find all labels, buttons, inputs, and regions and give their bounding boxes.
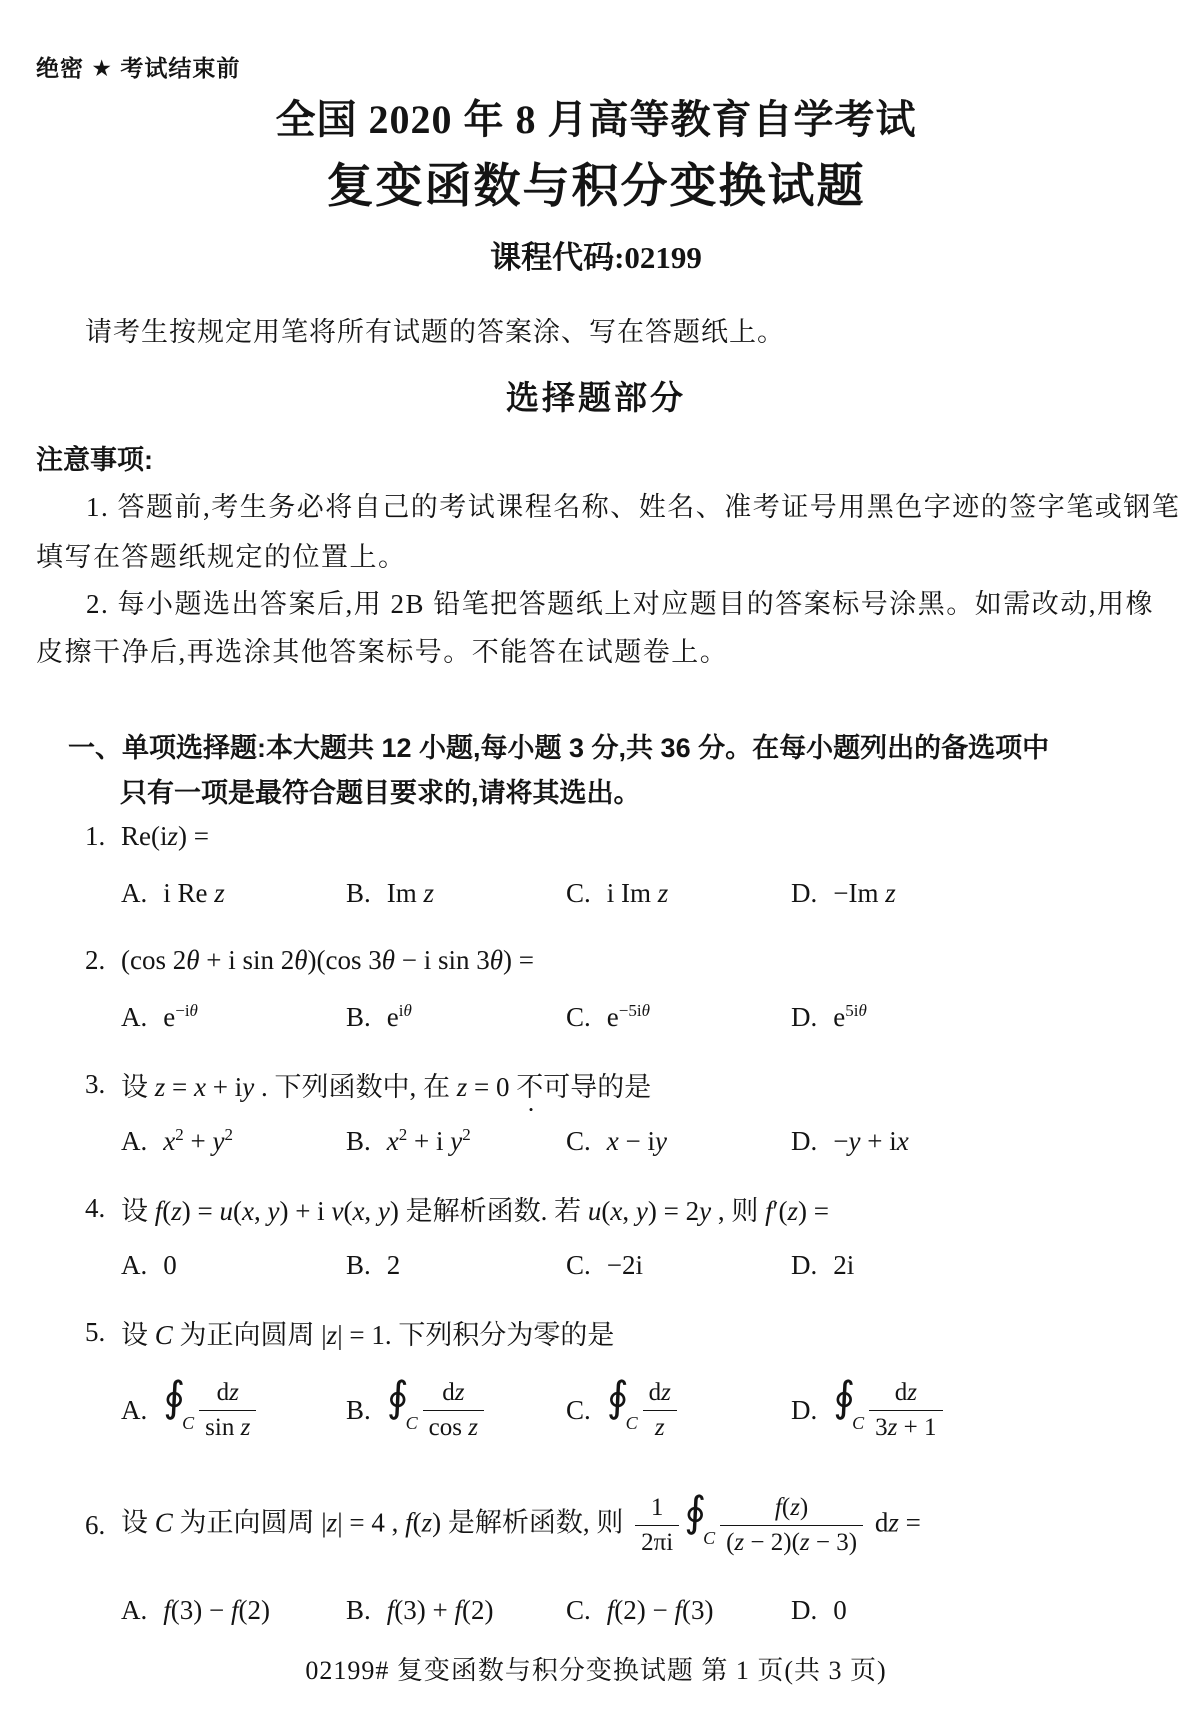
- question-options: [121, 1360, 1156, 1460]
- option: [791, 878, 1156, 909]
- note-2-line-2: 皮擦干净后,再选涂其他答案标号。不能答在试题卷上。: [36, 637, 729, 667]
- question: [36, 1304, 1156, 1460]
- option-body: f(3) + f(2): [386, 1594, 494, 1625]
- exam-subject-title: 复变函数与积分变换试题: [326, 159, 866, 212]
- option: [566, 1002, 791, 1033]
- exam-title: 全国 2020 年 8 月高等教育自学考试: [275, 97, 917, 142]
- option-body: x − iy: [606, 1125, 667, 1156]
- option-label: D.: [791, 1001, 818, 1032]
- question-stem-row: [36, 1180, 1156, 1236]
- option-label: A.: [121, 1125, 148, 1156]
- option: [566, 1372, 791, 1443]
- question-number: 2.: [85, 944, 106, 975]
- note-item-1: [36, 482, 1181, 582]
- option-label: D.: [791, 1125, 818, 1156]
- option: [121, 1002, 346, 1033]
- option-label: B.: [346, 1125, 371, 1156]
- option: [121, 1372, 346, 1443]
- option-label: D.: [791, 877, 818, 908]
- option: [791, 1126, 1156, 1157]
- course-code: 课程代码:02199: [490, 240, 702, 275]
- option-label: B.: [346, 1394, 371, 1425]
- option-label: C.: [566, 1125, 591, 1156]
- option-label: A.: [121, 1249, 148, 1280]
- option-label: A.: [121, 1001, 148, 1032]
- option-label: A.: [121, 1394, 148, 1425]
- question-number: 5.: [85, 1316, 106, 1347]
- option: [346, 1372, 566, 1443]
- question-stem: Re(iz) =: [121, 820, 209, 851]
- option: [121, 1250, 346, 1281]
- question-stem: 设 C 为正向圆周 |z| = 4 , f(z) 是解析函数, 则 $\frac{1}{2\pi i}$ $∮_C$ $\frac{f(z)}{(z - 2)(z - 3)}$ dz =: [121, 1487, 921, 1556]
- option-label: C.: [566, 1001, 591, 1032]
- option-body: $∮_C$ $\frac{dz}{\text{sin z}}$: [163, 1378, 261, 1443]
- option-label: C.: [566, 877, 591, 908]
- option-body: $x^2 + i$ $y^2$: [386, 1124, 471, 1156]
- note-1-line-1: 1. 答题前,考生务必将自己的考试课程名称、姓名、准考证号用黑色字迹的签字笔或钢笔: [86, 492, 1181, 522]
- option-label: B.: [346, 877, 371, 908]
- question-options: [121, 864, 1156, 922]
- option-body: 2i: [833, 1249, 855, 1280]
- question-options: [121, 1112, 1156, 1170]
- option: [346, 1250, 566, 1281]
- option-body: i Im z: [606, 877, 669, 908]
- option-label: C.: [566, 1594, 591, 1625]
- option-label: D.: [791, 1394, 818, 1425]
- question-options: [121, 988, 1156, 1046]
- question-number: 1.: [85, 820, 106, 851]
- option-body: 0: [163, 1249, 177, 1280]
- question-stem-row: [36, 1056, 1156, 1112]
- option-label: A.: [121, 877, 148, 908]
- option: [791, 1372, 1156, 1443]
- part-one-heading-line-1: 一、单项选择题:本大题共 12 小题,每小题 3 分,共 36 分。在每小题列出的备选项中: [68, 733, 1050, 763]
- option: [791, 1002, 1156, 1033]
- option-body: $e^{-5i\theta}$: [606, 1000, 650, 1032]
- question-number: 4.: [85, 1192, 106, 1223]
- part-one-heading-line-2: 只有一项是最符合题目要求的,请将其选出。: [120, 778, 641, 808]
- question-stem: (cos 2θ + i sin 2θ)(cos 3θ − i sin 3θ) =: [121, 944, 534, 975]
- option: [121, 1126, 346, 1157]
- answer-sheet-instruction: 请考生按规定用笔将所有试题的答案涂、写在答题纸上。: [85, 317, 785, 347]
- question-number: 6.: [85, 1509, 106, 1540]
- question-stem-row: [36, 808, 1156, 864]
- option-label: A.: [121, 1594, 148, 1625]
- question: [36, 1180, 1156, 1294]
- option: [346, 1002, 566, 1033]
- option-label: C.: [566, 1249, 591, 1280]
- option-body: $e^{5i\theta}$: [833, 1000, 867, 1032]
- page-footer: 02199# 复变函数与积分变换试题 第 1 页(共 3 页): [305, 1656, 887, 1685]
- option-body: 2: [386, 1249, 401, 1280]
- note-1-line-2: 填写在答题纸规定的位置上。: [36, 542, 407, 572]
- option: [346, 1595, 566, 1626]
- option-body: −2i: [606, 1249, 643, 1280]
- option-body: $e^{i\theta}$: [386, 1000, 412, 1032]
- part-one-heading: [68, 726, 1152, 816]
- question-stem: 设 z = x + iy . 下列函数中, 在 z = 0 不可导的是: [121, 1071, 652, 1102]
- option-body: Im z: [386, 877, 435, 908]
- option-label: B.: [346, 1594, 371, 1625]
- question: [36, 1470, 1156, 1640]
- option-body: f(3) − f(2): [163, 1594, 270, 1625]
- option-label: B.: [346, 1249, 371, 1280]
- option-body: $∮_C$ $\frac{dz}{\text{cos z}}$: [387, 1378, 489, 1443]
- security-classification-label: 绝密 ★ 考试结束前: [36, 55, 241, 81]
- option: [566, 878, 791, 909]
- option-label: B.: [346, 1001, 371, 1032]
- option-body: $∮_C$ $\frac{dz}{3z + 1}$: [833, 1378, 947, 1443]
- question-stem: 设 C 为正向圆周 |z| = 1. 下列积分为零的是: [121, 1319, 615, 1350]
- option: [346, 878, 566, 909]
- option: [121, 1595, 346, 1626]
- option: [566, 1595, 791, 1626]
- option-body: $∮_C$ $\frac{dz}{z}$: [607, 1378, 682, 1443]
- note-item-2: [36, 580, 1158, 676]
- option-label: D.: [791, 1594, 818, 1625]
- option-body: $x^2 + y^2$: [163, 1124, 233, 1156]
- option-body: i Re z: [163, 877, 225, 908]
- question: [36, 932, 1156, 1046]
- question-stem: 设 f(z) = u(x, y) + i v(x, y) 是解析函数. 若 u(x, y) = 2y , 则 f′(z) =: [121, 1195, 829, 1226]
- option-body: 0: [833, 1594, 847, 1625]
- question: [36, 808, 1156, 922]
- question-options: [121, 1236, 1156, 1294]
- option-body: −y + ix: [833, 1125, 909, 1156]
- option: [121, 878, 346, 909]
- notes-title: 注意事项:: [36, 445, 153, 475]
- question: [36, 1056, 1156, 1170]
- question-stem-row: [36, 1470, 1156, 1580]
- section-title: 选择题部分: [506, 379, 686, 416]
- question-options: [121, 1580, 1156, 1640]
- option-label: C.: [566, 1394, 591, 1425]
- option: [566, 1250, 791, 1281]
- option: [346, 1126, 566, 1157]
- note-2-line-1: 2. 每小题选出答案后,用 2B 铅笔把答题纸上对应题目的答案标号涂黑。如需改动,用橡: [86, 589, 1155, 619]
- option: [791, 1250, 1156, 1281]
- question-number: 3.: [85, 1068, 106, 1099]
- option-label: D.: [791, 1249, 818, 1280]
- option-body: −Im z: [833, 877, 896, 908]
- option-body: $e^{-i\theta}$: [163, 1000, 198, 1032]
- question-stem-row: [36, 1304, 1156, 1360]
- option: [791, 1595, 1156, 1626]
- option: [566, 1126, 791, 1157]
- question-stem-row: [36, 932, 1156, 988]
- questions: [36, 808, 1156, 1650]
- option-body: f(2) − f(3): [606, 1594, 714, 1625]
